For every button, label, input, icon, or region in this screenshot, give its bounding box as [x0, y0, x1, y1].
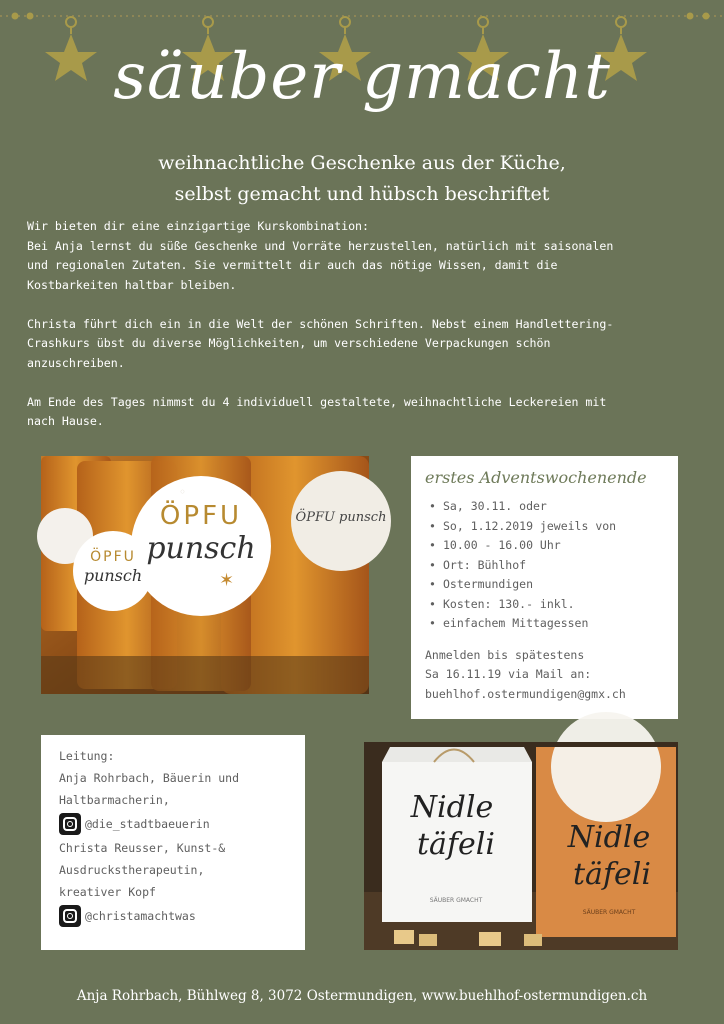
tag-small-top: ÖPFU: [90, 549, 136, 565]
registration-line: Sa 16.11.19 via Mail an:: [425, 667, 592, 681]
svg-text:✶: ✶: [219, 570, 235, 591]
lead-card: [41, 735, 305, 950]
intro-line: Wir bieten dir eine einzigartige Kurskombination:: [27, 219, 370, 233]
intro-line: Crashkurs übst du diverse Möglichkeiten, um verschiedene Verpackungen schön: [27, 336, 551, 350]
subtitle-line-2: selbst gemacht und hübsch beschriftet: [174, 183, 550, 205]
lead-anja-line: Haltbarmacherin,: [59, 793, 170, 807]
svg-text:◦: ◦: [179, 485, 187, 499]
footer-address: Anja Rohrbach, Bühlweg 8, 3072 Ostermundigen, www.buehlhof-ostermundigen.ch: [76, 988, 648, 1004]
intro-line: nach Hause.: [27, 414, 104, 428]
bag1-line1: Nidle: [410, 790, 494, 825]
intro-line: Am Ende des Tages nimmst du 4 individuell gestaltete, weihnachtliche Leckereien mit: [27, 394, 607, 409]
registration-email[interactable]: buehlhof.ostermundigen@gmx.ch: [425, 686, 626, 701]
tag-big-bottom: punsch: [146, 531, 256, 566]
bag1-brand: SÄUBER GMACHT: [429, 897, 483, 904]
info-item-cont: • 10.00 - 16.00 Uhr: [429, 536, 664, 556]
instagram-icon: [59, 813, 81, 835]
info-item: • Ort: Bühlhof: [429, 556, 664, 576]
intro-line: Christa führt dich ein in die Welt der schönen Schriften. Nebst einem Handlettering-: [27, 316, 614, 331]
registration-line: Anmelden bis spätestens: [425, 647, 585, 662]
tag-big-top: ÖPFU: [159, 501, 243, 531]
nidle-taefeli-photo: [364, 742, 678, 950]
anja-handle[interactable]: @die_stadtbaeuerin: [85, 817, 210, 831]
tag-right: ÖPFU punsch: [295, 510, 387, 525]
registration: [425, 646, 664, 705]
bag2-line1: Nidle: [567, 820, 651, 855]
lead-anja-line: Anja Rohrbach, Bäuerin und: [59, 771, 240, 785]
instagram-icon: [59, 905, 81, 927]
christa-handle[interactable]: @christamachtwas: [85, 909, 196, 923]
info-list: [429, 497, 664, 634]
bag2-line2: täfeli: [573, 857, 651, 892]
info-card: [411, 456, 678, 719]
punsch-jars-photo: [41, 456, 387, 694]
subtitle-line-1: weihnachtliche Geschenke aus der Küche,: [158, 152, 566, 174]
intro-line: anzuschreiben.: [27, 355, 125, 370]
poster-title: säuber gmacht: [113, 40, 611, 114]
info-item-cont: • einfachem Mittagessen: [429, 614, 664, 634]
lead-christa-line: Ausdruckstherapeutin,: [59, 863, 205, 877]
info-card-title: erstes Adventswochenende: [425, 468, 647, 487]
anja-instagram[interactable]: [59, 811, 287, 837]
info-item-cont: • Ostermundigen: [429, 575, 664, 595]
intro-line: Kostbarkeiten haltbar bleiben.: [27, 277, 237, 292]
bag1-line2: täfeli: [417, 827, 495, 862]
bag2-brand: SÄUBER GMACHT: [582, 909, 636, 916]
intro-line: Bei Anja lernst du süße Geschenke und Vorräte herzustellen, natürlich mit saisonalen: [27, 238, 614, 253]
info-item: • Kosten: 130.- inkl.: [429, 595, 664, 615]
lead-christa-line: Christa Reusser, Kunst-&: [59, 841, 226, 855]
info-item: • Sa, 30.11. oder: [429, 497, 664, 517]
intro-line: und regionalen Zutaten. Sie vermittelt dir auch das nötige Wissen, damit die: [27, 258, 558, 272]
christa-instagram[interactable]: [59, 903, 287, 929]
intro-text: [27, 217, 697, 432]
lead-christa-line: kreativer Kopf: [59, 885, 156, 899]
info-item: • So, 1.12.2019 jeweils von: [429, 517, 664, 537]
tag-small-bottom: punsch: [83, 566, 143, 585]
lead-heading: Leitung:: [59, 749, 115, 763]
